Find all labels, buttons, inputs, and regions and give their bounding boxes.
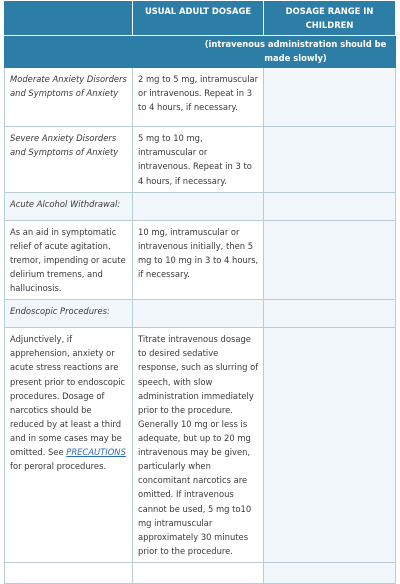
children-dosage-cell: [264, 328, 396, 563]
section-heading-cell: Endoscopic Procedures:: [5, 300, 133, 328]
header-usual-adult-dosage: USUAL ADULT DOSAGE: [133, 1, 264, 36]
indication-cell: Severe Anxiety Disorders and Symptoms of Anxiety: [5, 127, 133, 192]
indication-text: Adjunctively, if apprehension, anxiety or acute stress reactions are present prior to endoscopic procedures. Dosage of narcotics should be reduced by at least a third and in some cases may be omitted. See: [10, 334, 126, 458]
children-dosage-cell: [264, 68, 396, 127]
dosage-table-container: [4, 0, 396, 556]
intravenous-note: (intravenous administration should be made slowly): [196, 36, 396, 68]
section-heading-cell: Acute Alcohol Withdrawal:: [5, 192, 133, 220]
table-row: [5, 220, 396, 300]
adult-dosage-cell: 10 mg, intramuscular or intravenous initially, then 5 mg to 10 mg in 3 to 4 hours, if necessary.: [133, 220, 264, 300]
children-dosage-cell: [264, 220, 396, 300]
children-dosage-cell: [264, 127, 396, 192]
indication-cell: [5, 562, 133, 583]
header-indication: [5, 1, 133, 36]
indication-cell: [5, 328, 133, 563]
children-dosage-cell: [264, 562, 396, 583]
adult-dosage-cell: [133, 562, 264, 583]
adult-dosage-cell: 5 mg to 10 mg, intramuscular or intravenous. Repeat in 3 to 4 hours, if necessary.: [133, 127, 264, 192]
adult-dosage-cell: 2 mg to 5 mg, intramuscular or intravenous. Repeat in 3 to 4 hours, if necessary.: [133, 68, 264, 127]
adult-dosage-cell: [133, 192, 264, 220]
indication-cell: Moderate Anxiety Disorders and Symptoms of Anxiety: [5, 68, 133, 127]
dosage-table: [4, 0, 396, 584]
adult-dosage-cell: [133, 300, 264, 328]
indication-text: for peroral procedures.: [10, 461, 107, 472]
table-row: [5, 68, 396, 127]
children-dosage-cell: [264, 300, 396, 328]
table-note-row: [5, 36, 396, 68]
table-row: [5, 127, 396, 192]
children-dosage-cell: [264, 192, 396, 220]
table-row: [5, 328, 396, 563]
table-row: [5, 300, 396, 328]
table-row: [5, 192, 396, 220]
adult-dosage-cell: Titrate intravenous dosage to desired sedative response, such as slurring of speech, with slow administration immediately prior to the procedure. Generally 10 mg or less is adequate, but up to 20 mg intravenous may be given, particularly when concomitant narcotics are omitted. If intravenous cannot be used, 5 mg to10 mg intramuscular approximately 30 minutes prior to the procedure.: [133, 328, 264, 563]
table-header-row: [5, 1, 396, 36]
note-blank-cell: [5, 36, 196, 68]
precautions-link[interactable]: PRECAUTIONS: [66, 447, 126, 458]
indication-cell: As an aid in symptomatic relief of acute agitation, tremor, impending or acute delirium tremens, and hallucinosis.: [5, 220, 133, 300]
header-dosage-range-children: DOSAGE RANGE IN CHILDREN: [264, 1, 396, 36]
table-row: [5, 562, 396, 583]
